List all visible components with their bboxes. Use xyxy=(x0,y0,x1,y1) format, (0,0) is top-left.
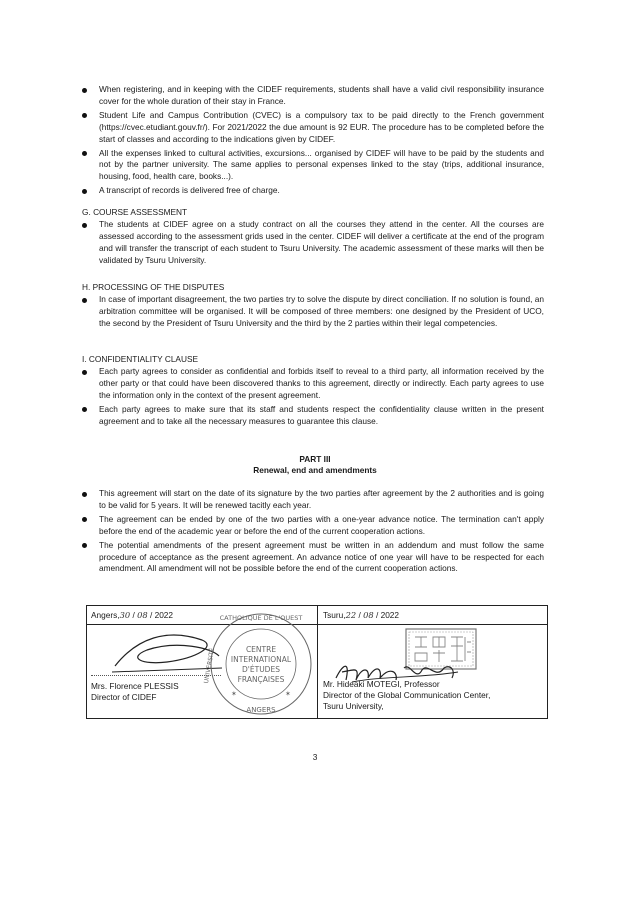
bullet-icon xyxy=(82,407,87,412)
signature-table xyxy=(86,605,548,719)
list-item: All the expenses linked to cultural activities, excursions... organised by CIDEF will have to be paid by the students and not by the partner university. The same applies to personal expenses linked to the stay (trips, additional insurance, housing, food, health care, books...). xyxy=(82,148,544,184)
signature-line xyxy=(91,675,221,676)
svg-text:UNIVERSITÉ: UNIVERSITÉ xyxy=(202,647,217,684)
list-item: When registering, and in keeping with the CIDEF requirements, students shall have a valid civil responsibility insurance cover for the whole duration of their stay in France. xyxy=(82,84,544,108)
bullet-icon xyxy=(82,543,87,548)
bullet-icon xyxy=(82,223,87,228)
left-signer: Mrs. Florence PLESSIS Director of CIDEF xyxy=(91,681,179,702)
bullet-icon xyxy=(82,517,87,522)
bullet-icon xyxy=(82,88,87,93)
list-item: Each party agrees to make sure that its staff and students respect the confidentiality clause written in the present agreement and to take all the necessary measures to guarantee this clause. xyxy=(82,404,544,428)
page-number: 3 xyxy=(312,752,318,762)
list-item: The agreement can be ended by one of the two parties with a one-year advance notice. The termination can't apply before the end of the academic year or before the end of the current cooperation actions. xyxy=(82,514,544,538)
bullet-icon xyxy=(82,298,87,303)
table-divider xyxy=(87,624,547,625)
institution-stamp xyxy=(202,606,317,718)
svg-text:CENTRE: CENTRE xyxy=(245,645,277,654)
list-item: Student Life and Campus Contribution (CVEC) is a compulsory tax to be paid directly to the French government (https://cvec.etudiant.gouv.fr/). For 2021/2022 the due amount is 92 EUR. The procedure has to be completed before the start of classes and according to the indications given by CIDEF. xyxy=(82,110,544,146)
svg-text:FRANÇAISES: FRANÇAISES xyxy=(237,675,285,684)
section-heading-confidentiality: I. CONFIDENTIALITY CLAUSE xyxy=(82,354,199,364)
bullet-icon xyxy=(82,492,87,497)
list-item: Each party agrees to consider as confidential and forbids itself to reveal to a third party, all information received by the other party or that could have been discovered thanks to this agreement, directly or indirectly. Each party agrees to use the information only in the context of the present agreement. xyxy=(82,366,544,402)
list-item: The potential amendments of the present agreement must be written in an addendum and must follow the same procedure of acceptance as the present agreement. An advance notice of one year will have to be respected for each amendment. All amendment will not be possible before the end of the current cooperation actions. xyxy=(82,540,544,576)
bullet-icon xyxy=(82,189,87,194)
svg-text:ANGERS: ANGERS xyxy=(246,706,276,714)
right-signer: Mr. Hideaki MOTEGI, Professor Director of the Global Communication Center, Tsuru University, xyxy=(323,679,491,711)
list-item: A transcript of records is delivered free of charge. xyxy=(82,185,544,197)
list-item: The students at CIDEF agree on a study contract on all the courses they attend in the center. All the courses are assessed according to the assessment grids used in the center. CIDEF will deliver a certificate at the end of the program and will transfer the transcript of each student to Tsuru University. The academic assessment of these marks will then be validated by Tsuru University. xyxy=(82,219,544,267)
right-signature-date: Tsuru,22 / 08 / 2022 xyxy=(323,610,400,620)
left-signature-date: Angers,30 / 08 / 2022 xyxy=(91,610,174,620)
bullet-icon xyxy=(82,370,87,375)
disputes-list xyxy=(82,294,544,332)
section-heading-course-assessment: G. COURSE ASSESSMENT xyxy=(82,207,188,217)
confidentiality-list xyxy=(82,366,544,430)
svg-text:✶: ✶ xyxy=(231,691,237,698)
svg-text:D'ÉTUDES: D'ÉTUDES xyxy=(242,665,280,674)
table-divider xyxy=(317,606,318,718)
part3-list xyxy=(82,488,544,577)
svg-text:INTERNATIONAL: INTERNATIONAL xyxy=(230,655,292,664)
list-item: This agreement will start on the date of its signature by the two parties after agreement by the 2 authorities and is going to be valid for 5 years. It will be renewed tacitly each year. xyxy=(82,488,544,512)
svg-text:CATHOLIQUE DE L'OUEST: CATHOLIQUE DE L'OUEST xyxy=(219,614,303,622)
part-title: PART III xyxy=(299,454,331,464)
list-item: In case of important disagreement, the two parties try to solve the dispute by direct conciliation. If no solution is found, an arbitration committee will be organised. It will be composed of three members: one designed by the President of UCO, the second by the President of Tsuru University and the third by the 2 parties within their legal competencies. xyxy=(82,294,544,330)
svg-text:✶: ✶ xyxy=(285,691,291,698)
bullet-icon xyxy=(82,151,87,156)
course-assessment-list xyxy=(82,219,544,269)
part-subtitle: Renewal, end and amendments xyxy=(253,465,377,475)
section-heading-disputes: H. PROCESSING OF THE DISPUTES xyxy=(82,282,225,292)
bullet-icon xyxy=(82,113,87,118)
top-bullet-list xyxy=(82,84,544,199)
